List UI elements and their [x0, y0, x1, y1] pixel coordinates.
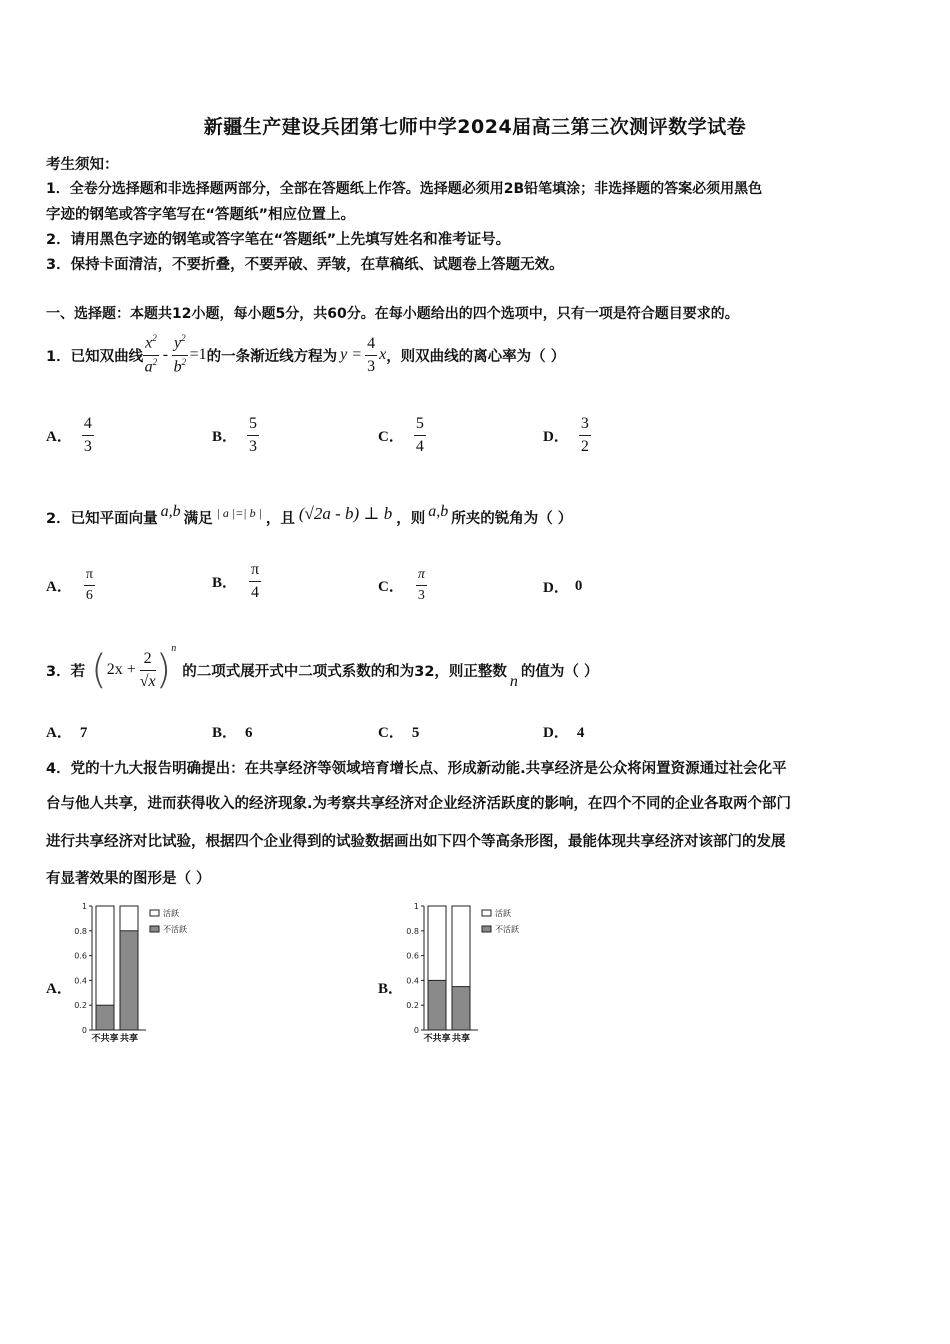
q1-mid: 的一条渐近线方程为	[206, 348, 338, 365]
q1-asym-frac: $\frac{4}{3}$	[367, 334, 376, 375]
question-2	[46, 500, 572, 534]
bar-active	[96, 1005, 114, 1030]
y-tick-label: 0.6	[74, 951, 87, 961]
x-tick-label: 不共享	[423, 1034, 451, 1044]
chart-b-svg	[402, 898, 537, 1053]
q2-vec: a,b	[160, 503, 181, 520]
q4-option-b[interactable]: B．	[378, 981, 404, 997]
q2-cond: | a |=| b |	[216, 505, 262, 520]
chart-b	[402, 898, 537, 1057]
legend-label: 不活跃	[495, 925, 519, 934]
legend-label: 活跃	[163, 909, 179, 918]
q1-frac-y: $\frac{y^2}{b^2}$	[173, 333, 187, 375]
y-tick-label: 0	[413, 1026, 419, 1035]
q2-satisfy: 满足	[183, 510, 213, 527]
y-tick-label: 0	[81, 1026, 87, 1035]
q3-suffix: 的值为（ ）	[520, 663, 599, 680]
legend-label: 活跃	[495, 909, 511, 918]
q1-option-c[interactable]: C． $\frac{5}{4}$	[378, 414, 424, 455]
q3-exp: n	[171, 642, 177, 654]
y-tick-label: 1	[81, 902, 87, 911]
question-1	[46, 330, 565, 380]
notice-item-2: 2．请用黑色字迹的钢笔或答字笔在“答题纸”上先填写姓名和准考证号。	[46, 232, 511, 248]
y-tick-label: 0.2	[406, 1001, 419, 1011]
question-3	[46, 640, 598, 700]
notice-item-1-cont: 字迹的钢笔或答字笔写在“答题纸”相应位置上。	[46, 207, 356, 223]
q3-expr-left: 2x +	[106, 661, 136, 678]
q1-prefix: 1．已知双曲线	[46, 348, 144, 365]
q1-eq1: =1	[189, 346, 207, 363]
q4-line-4: 有显著效果的图形是（ ）	[46, 871, 211, 887]
q3-option-b[interactable]: B． 6	[212, 725, 253, 741]
q2-then: ，则	[396, 510, 426, 527]
q2-expr: (√2a - b) ⊥ b	[298, 504, 393, 523]
q3-frac: $\frac{2}{√x}$	[139, 649, 156, 690]
section-heading: 一、选择题：本题共12小题，每小题5分，共60分。在每小题给出的四个选项中，只有一项是符合题目要求的。	[46, 306, 739, 322]
q1-option-d[interactable]: D． $\frac{3}{2}$	[543, 414, 589, 455]
q2-option-b[interactable]: B． $\frac{\pi}{4}$	[212, 560, 260, 601]
q1-frac-x: $\frac{x^2}{a^2}$	[144, 333, 158, 375]
q4-line-2: 台与他人共享，进而获得收入的经济现象.为考察共享经济对企业经济活跃度的影响，在四个不同的企业各取两个部门	[46, 796, 792, 812]
y-tick-label: 0.2	[74, 1001, 87, 1011]
q2-and: ，且	[265, 510, 295, 527]
q1-minus: -	[162, 346, 169, 363]
y-tick-label: 0.6	[406, 951, 419, 961]
q2-prefix: 2．已知平面向量	[46, 510, 158, 527]
legend-swatch	[482, 910, 491, 916]
q2-option-a[interactable]: A． $\frac{\pi}{6}$	[46, 567, 93, 603]
q2-suffix: 所夹的锐角为（ ）	[451, 510, 573, 527]
x-tick-label: 共享	[451, 1034, 471, 1044]
q3-option-a[interactable]: A． 7	[46, 725, 88, 741]
q3-option-d[interactable]: D． 4	[543, 725, 585, 741]
q1-option-a[interactable]: A． $\frac{4}{3}$	[46, 414, 92, 455]
q3-paren-right: )	[155, 647, 172, 693]
q4-option-a[interactable]: A．	[46, 981, 72, 997]
x-tick-label: 共享	[119, 1034, 139, 1044]
bar-active	[452, 987, 470, 1030]
q2-option-c[interactable]: C． $\frac{\pi}{3}$	[378, 567, 425, 603]
y-tick-label: 1	[413, 902, 419, 911]
q1-option-b[interactable]: B． $\frac{5}{3}$	[212, 414, 258, 455]
y-tick-label: 0.8	[406, 926, 419, 936]
bar-active	[120, 931, 138, 1030]
notice-item-3: 3．保持卡面清洁，不要折叠，不要弄破、弄皱，在草稿纸、试题卷上答题无效。	[46, 257, 564, 273]
q3-paren-left: (	[91, 647, 107, 693]
q3-var: n	[509, 673, 518, 690]
x-tick-label: 不共享	[91, 1034, 119, 1044]
y-tick-label: 0.8	[74, 926, 87, 936]
notice-item-1: 1．全卷分选择题和非选择题两部分，全部在答题纸上作答。选择题必须用2B铅笔填涂；非选择题的答案必须用黑色	[46, 181, 763, 197]
q1-suffix: ，则双曲线的离心率为（ ）	[386, 348, 566, 365]
q4-line-3: 进行共享经济对比试验，根据四个企业得到的试验数据画出如下四个等高条形图，最能体现共享经济对该部门的发展	[46, 834, 786, 850]
q3-mid: 的二项式展开式中二项式系数的和为32，则正整数	[182, 663, 507, 680]
legend-swatch	[482, 926, 491, 932]
notice-heading: 考生须知：	[46, 157, 119, 173]
legend-swatch	[150, 910, 159, 916]
q2-vec2: a,b	[428, 503, 449, 520]
q2-option-d[interactable]: D． 0	[543, 578, 583, 596]
legend-swatch	[150, 926, 159, 932]
q1-asym-x: x	[379, 346, 387, 363]
y-tick-label: 0.4	[74, 976, 87, 986]
bar-active	[428, 980, 446, 1030]
q1-asym-y: y =	[340, 346, 363, 363]
q4-line-1: 4．党的十九大报告明确提出：在共享经济等领域培育增长点、形成新动能.共享经济是公众将闲置资源通过社会化平	[46, 761, 787, 777]
y-tick-label: 0.4	[406, 976, 419, 986]
chart-a	[70, 898, 200, 1057]
q3-option-c[interactable]: C． 5	[378, 725, 420, 741]
chart-a-svg	[70, 898, 200, 1053]
q3-prefix: 3．若	[46, 663, 86, 680]
page-title: 新疆生产建设兵团第七师中学2024届高三第三次测评数学试卷	[203, 116, 747, 138]
legend-label: 不活跃	[163, 925, 187, 934]
